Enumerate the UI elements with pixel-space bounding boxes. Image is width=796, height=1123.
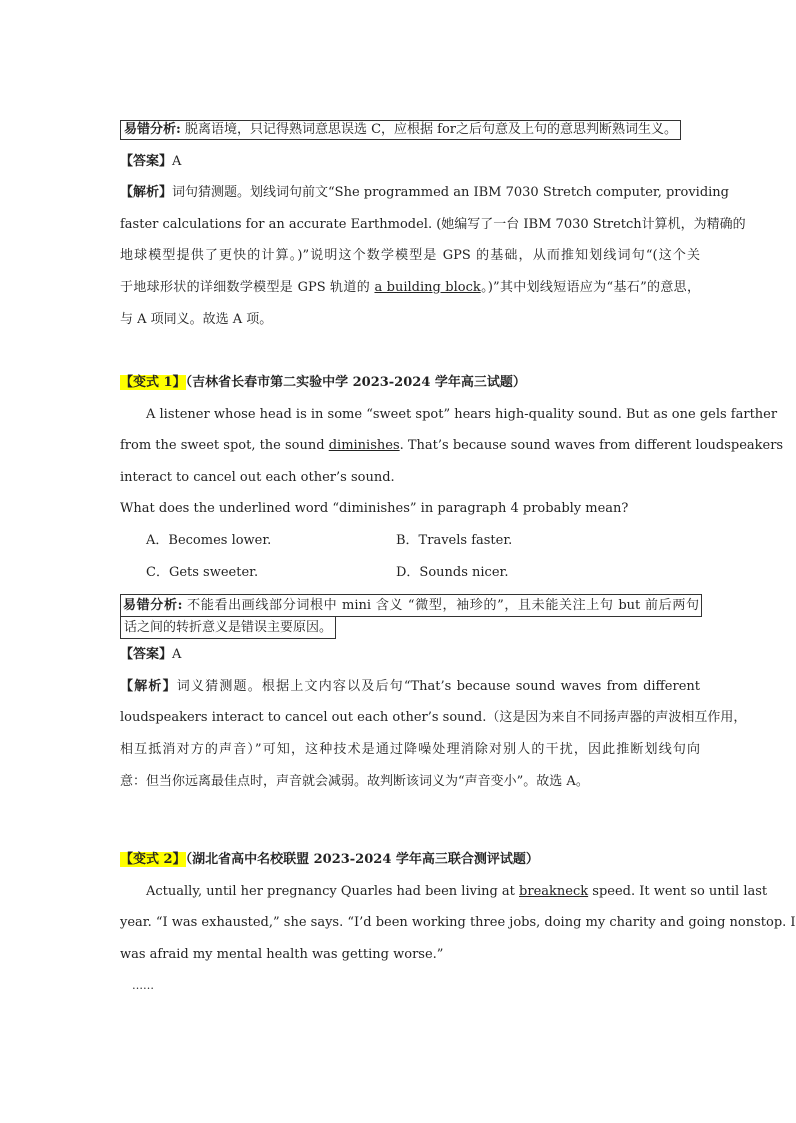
- option-b: B．Travels faster.: [396, 532, 513, 548]
- error-analysis-box: 易错分析: 不能看出画线部分词根中 mini 含义 “微型，袖珍的”，且未能关注上句 but 前后两句 话之间的转折意义是错误主要原因。: [120, 594, 700, 639]
- variant-2-tag: 【变式 2】: [120, 852, 186, 867]
- error-analysis-box: 易错分析: 脱离语境，只记得熟词意思误选 C，应根据 for之后句意及上句的意思判断熟词生义。: [120, 120, 681, 140]
- variant-1-source: （吉林省长春市第二实验中学 2023-2024 学年高三试题）: [185, 375, 526, 390]
- variant-2-source: （湖北省高中名校联盟 2023-2024 学年高三联合测评试题）: [185, 852, 539, 867]
- answer-value: A: [172, 647, 182, 663]
- ellipsis: ……: [132, 979, 154, 993]
- variant-1-section: 【变式 1】（吉林省长春市第二实验中学 2023-2024 学年高三试题） A listener whose head is in some “sweet spot” hears high-quality sound. But as one gels farther from the sweet spot, the sound diminishes. That’s because sound waves from different loudspeakers interact to cancel out each other’s sound. What does the underlined word “diminishes” in paragraph 4 probably mean? A．Becomes lower. B．Travels faster. C．Gets sweeter. D．Sounds nicer. 易错分析: 不能看出画线部分词根中 mini 含义 “微型，袖珍的”，且未能关注上句 but 前后两句 话之间的转折意义是错误主要原因。 【答案】A 【解析】词义猜测题。根据上文内容以及后句“That’s because sound waves from different loudspeakers interact to cancel out each other’s sound.（这是因为来自不同扬声器的声波相互作用， 相互抵消对方的声音）”可知，这种技术是通过降噪处理消除对别人的干扰，因此推断划线句向 意：但当你远离最佳点时，声音就会减弱。故判断该词义为“声音变小”。故选 A。: [120, 375, 784, 789]
- answer-value: A: [172, 153, 182, 169]
- answer-label: 【答案】: [120, 153, 173, 169]
- variant-1-tag: 【变式 1】: [120, 375, 186, 390]
- example-section: 易错分析: 脱离语境，只记得熟词意思误选 C，应根据 for之后句意及上句的意思判断熟词生义。 【答案】A 【解析】词句猜测题。划线词句前文“She programmed an IBM 7030 Stretch computer, providing faster calculations for an accurate Earthmodel. (她编写了一台 IBM 7030 Stretch计算机，为精确的 地球模型提供了更快的计算。)”说明这个数学模型是 GPS 的基础，从而推知划线词句“(这个关 于地球形状的详细数学模型是 GPS 轨道的 a building block。)”其中划线短语应为“基石”的意思， 与 A 项同义。故选 A 项。: [120, 122, 746, 327]
- option-c: C．Gets sweeter.: [146, 564, 259, 580]
- option-a: A．Becomes lower.: [146, 532, 272, 548]
- option-d: D．Sounds nicer.: [396, 564, 509, 580]
- explanation-label: 【解析】: [120, 185, 173, 201]
- underlined-word: diminishes: [328, 438, 400, 454]
- underlined-word: breakneck: [519, 883, 589, 899]
- answer-label: 【答案】: [120, 647, 173, 663]
- explanation-label: 【解析】: [120, 678, 177, 694]
- question: What does the underlined word “diminishes” in paragraph 4 probably mean?: [120, 501, 629, 517]
- underlined-phrase: a building block: [374, 279, 481, 295]
- variant-2-section: 【变式 2】（湖北省高中名校联盟 2023-2024 学年高三联合测评试题） Actually, until her pregnancy Quarles had been living at breakneck speed. It went so until last year. “I was exhausted,” she says. “I’d been working three jobs, doing my charity and going nonstop. I was afraid my mental health was getting worse.” ……: [120, 844, 700, 1002]
